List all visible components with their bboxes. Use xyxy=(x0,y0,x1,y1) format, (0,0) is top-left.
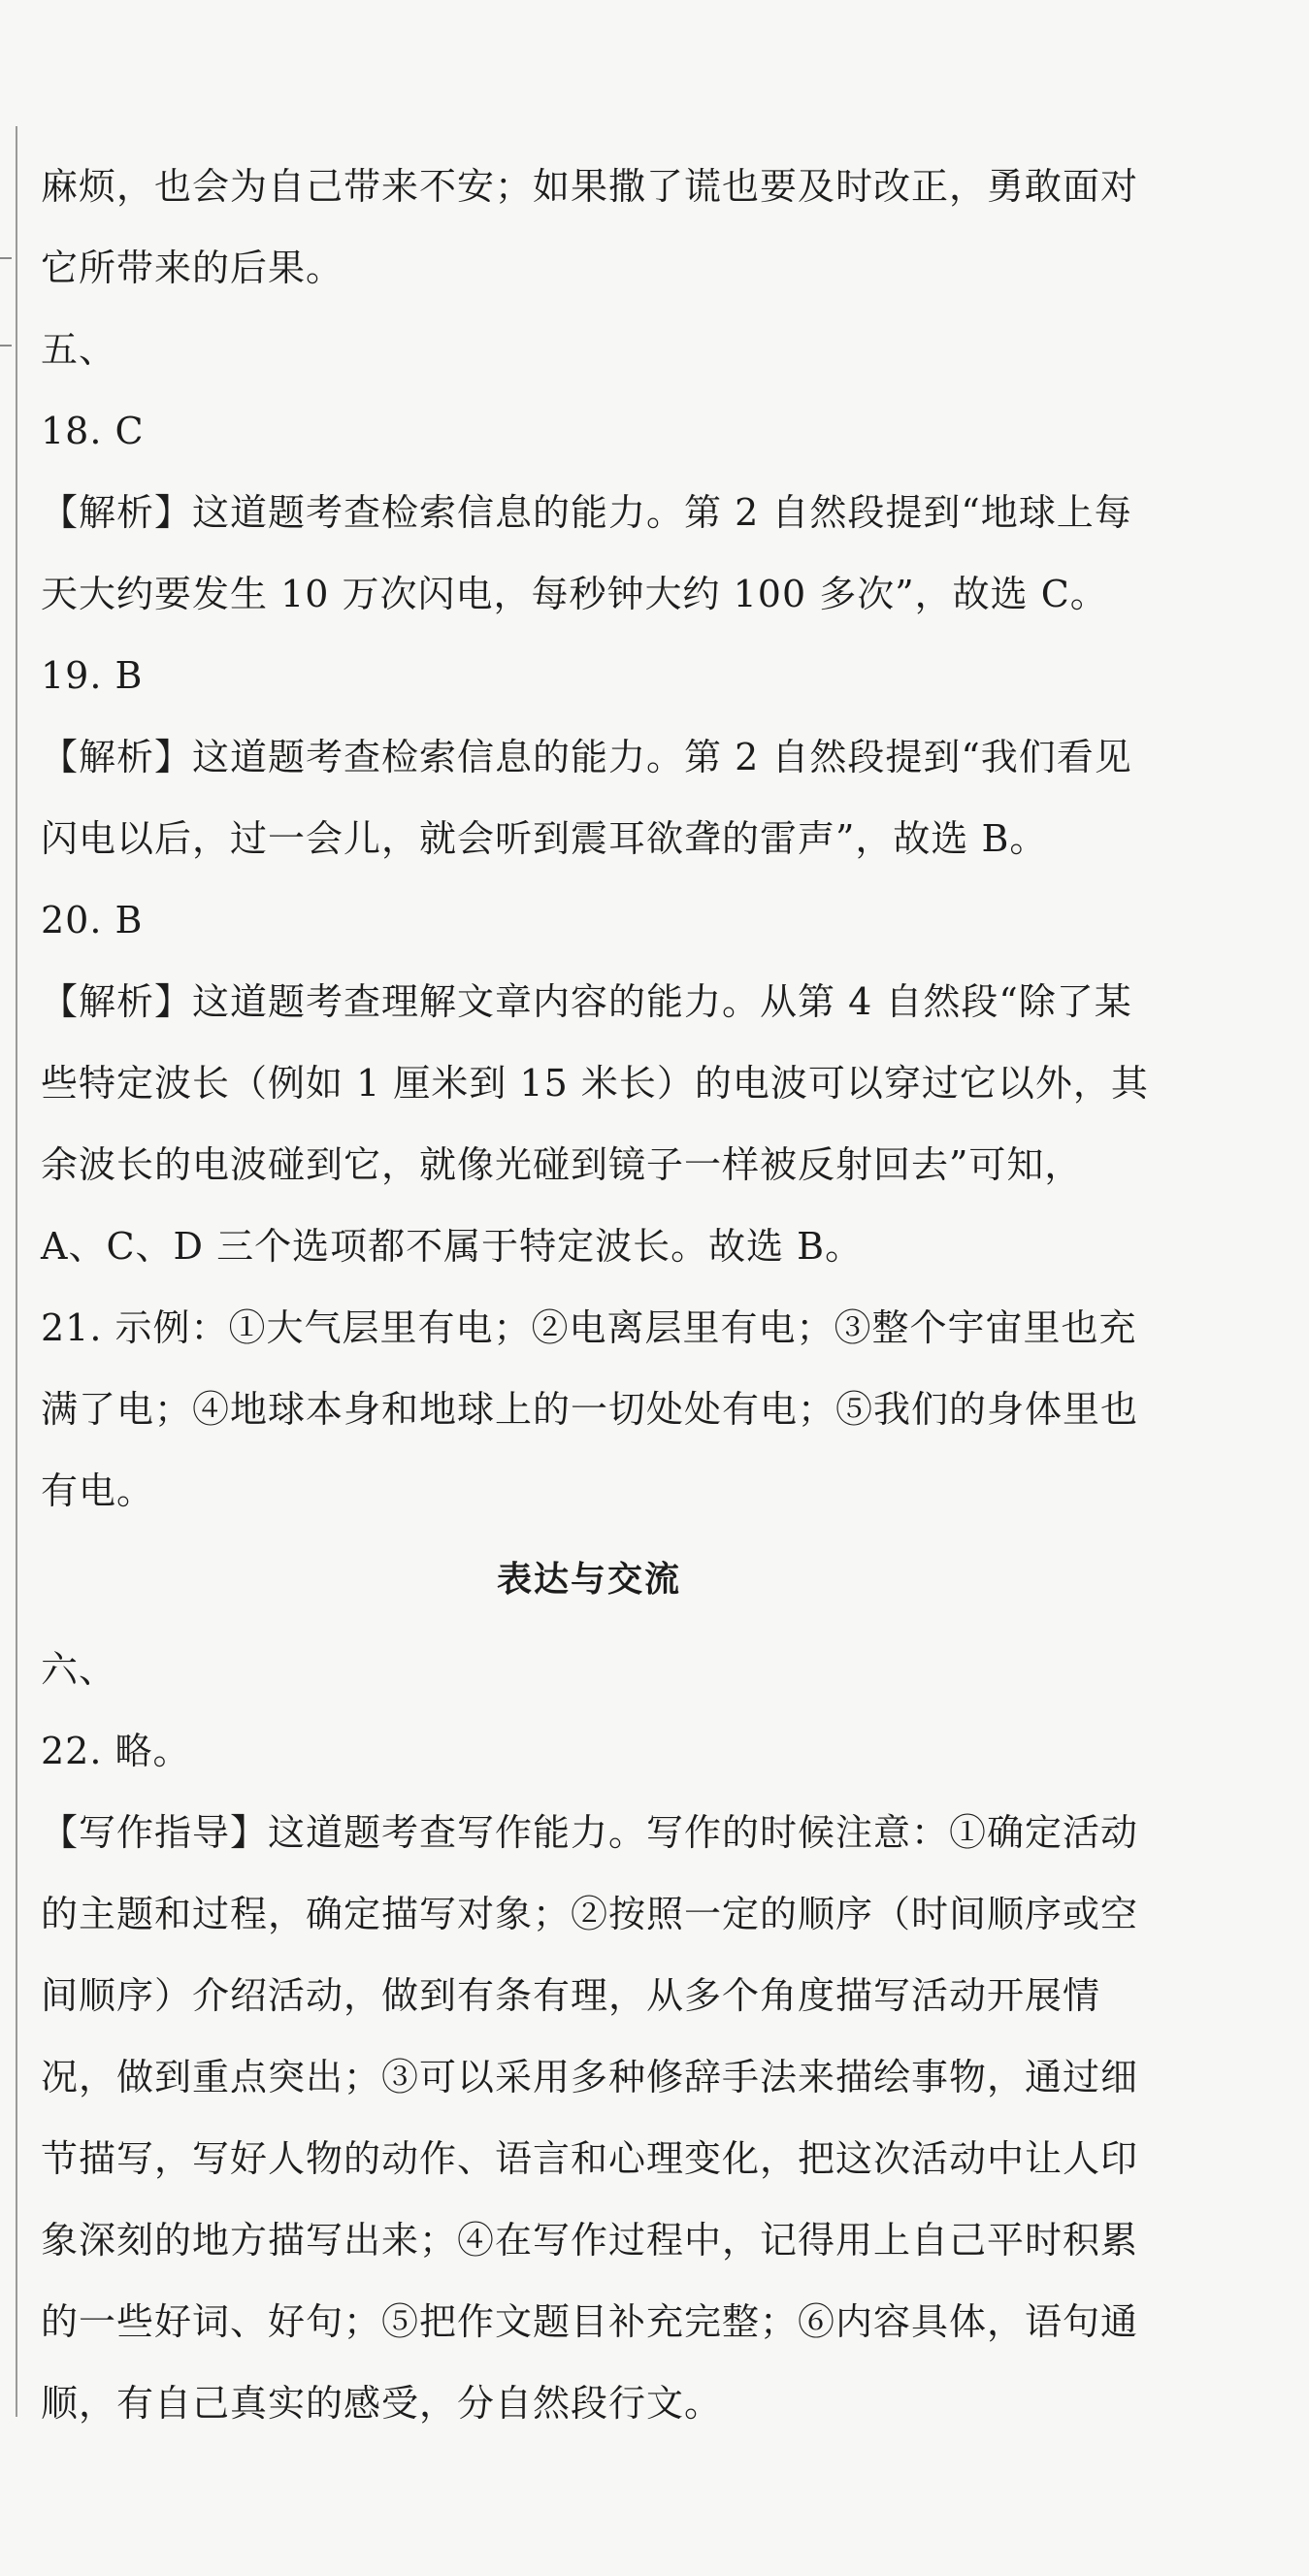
analysis-20-line: 【解析】这道题考查理解文章内容的能力。从第 4 自然段“除了某 xyxy=(41,980,1132,1023)
writing-guide-line: 顺，有自己真实的感受，分自然段行文。 xyxy=(41,2382,723,2425)
margin-tick-mark xyxy=(0,345,12,347)
analysis-19-line: 闪电以后，过一会儿，就会听到震耳欲聋的雷声”，故选 B。 xyxy=(41,817,1048,860)
answer-22: 22. 略。 xyxy=(41,1730,191,1772)
section-number-six: 六、 xyxy=(41,1648,117,1691)
text-line: 麻烦，也会为自己带来不安；如果撒了谎也要及时改正，勇敢面对 xyxy=(41,165,1139,208)
text-line: 它所带来的后果。 xyxy=(41,247,344,289)
analysis-19-line: 【解析】这道题考查检索信息的能力。第 2 自然段提到“我们看见 xyxy=(41,736,1132,778)
writing-guide-line: 间顺序）介绍活动，做到有条有理，从多个角度描写活动开展情 xyxy=(41,1974,1101,2017)
writing-guide-line: 的主题和过程，确定描写对象；②按照一定的顺序（时间顺序或空 xyxy=(41,1893,1139,1935)
writing-guide-line: 节描写，写好人物的动作、语言和心理变化，把这次活动中让人印 xyxy=(41,2137,1139,2180)
answer-text-body xyxy=(41,146,1149,2444)
answer-21-line: 有电。 xyxy=(41,1470,155,1512)
answer-19: 19. B xyxy=(41,654,144,697)
analysis-18-line: 【解析】这道题考查检索信息的能力。第 2 自然段提到“地球上每 xyxy=(41,491,1132,534)
analysis-20-line: A、C、D 三个选项都不属于特定波长。故选 B。 xyxy=(41,1225,864,1268)
binding-margin-line xyxy=(16,126,17,2417)
analysis-20-line: 些特定波长（例如 1 厘米到 15 米长）的电波可以穿过它以外，其 xyxy=(41,1062,1149,1105)
section-heading: 表达与交流 xyxy=(496,1560,681,1600)
writing-guide-line: 的一些好词、好句；⑤把作文题目补充完整；⑥内容具体，语句通 xyxy=(41,2300,1139,2343)
writing-guide-line: 【写作指导】这道题考查写作能力。写作的时候注意：①确定活动 xyxy=(41,1811,1139,1854)
writing-guide-line: 象深刻的地方描写出来；④在写作过程中，记得用上自己平时积累 xyxy=(41,2219,1139,2262)
writing-guide-line: 况，做到重点突出；③可以采用多种修辞手法来描绘事物，通过细 xyxy=(41,2056,1139,2098)
answer-20: 20. B xyxy=(41,899,144,941)
analysis-20-line: 余波长的电波碰到它，就像光碰到镜子一样被反射回去”可知， xyxy=(41,1143,1083,1186)
margin-tick-mark xyxy=(0,257,12,259)
answer-21-line: 满了电；④地球本身和地球上的一切处处有电；⑤我们的身体里也 xyxy=(41,1388,1139,1431)
analysis-18-line: 天大约要发生 10 万次闪电，每秒钟大约 100 多次”，故选 C。 xyxy=(41,573,1108,615)
answer-18: 18. C xyxy=(41,410,145,452)
section-number-five: 五、 xyxy=(41,328,117,371)
answer-21-line: 21. 示例：①大气层里有电；②电离层里有电；③整个宇宙里也充 xyxy=(41,1306,1137,1349)
